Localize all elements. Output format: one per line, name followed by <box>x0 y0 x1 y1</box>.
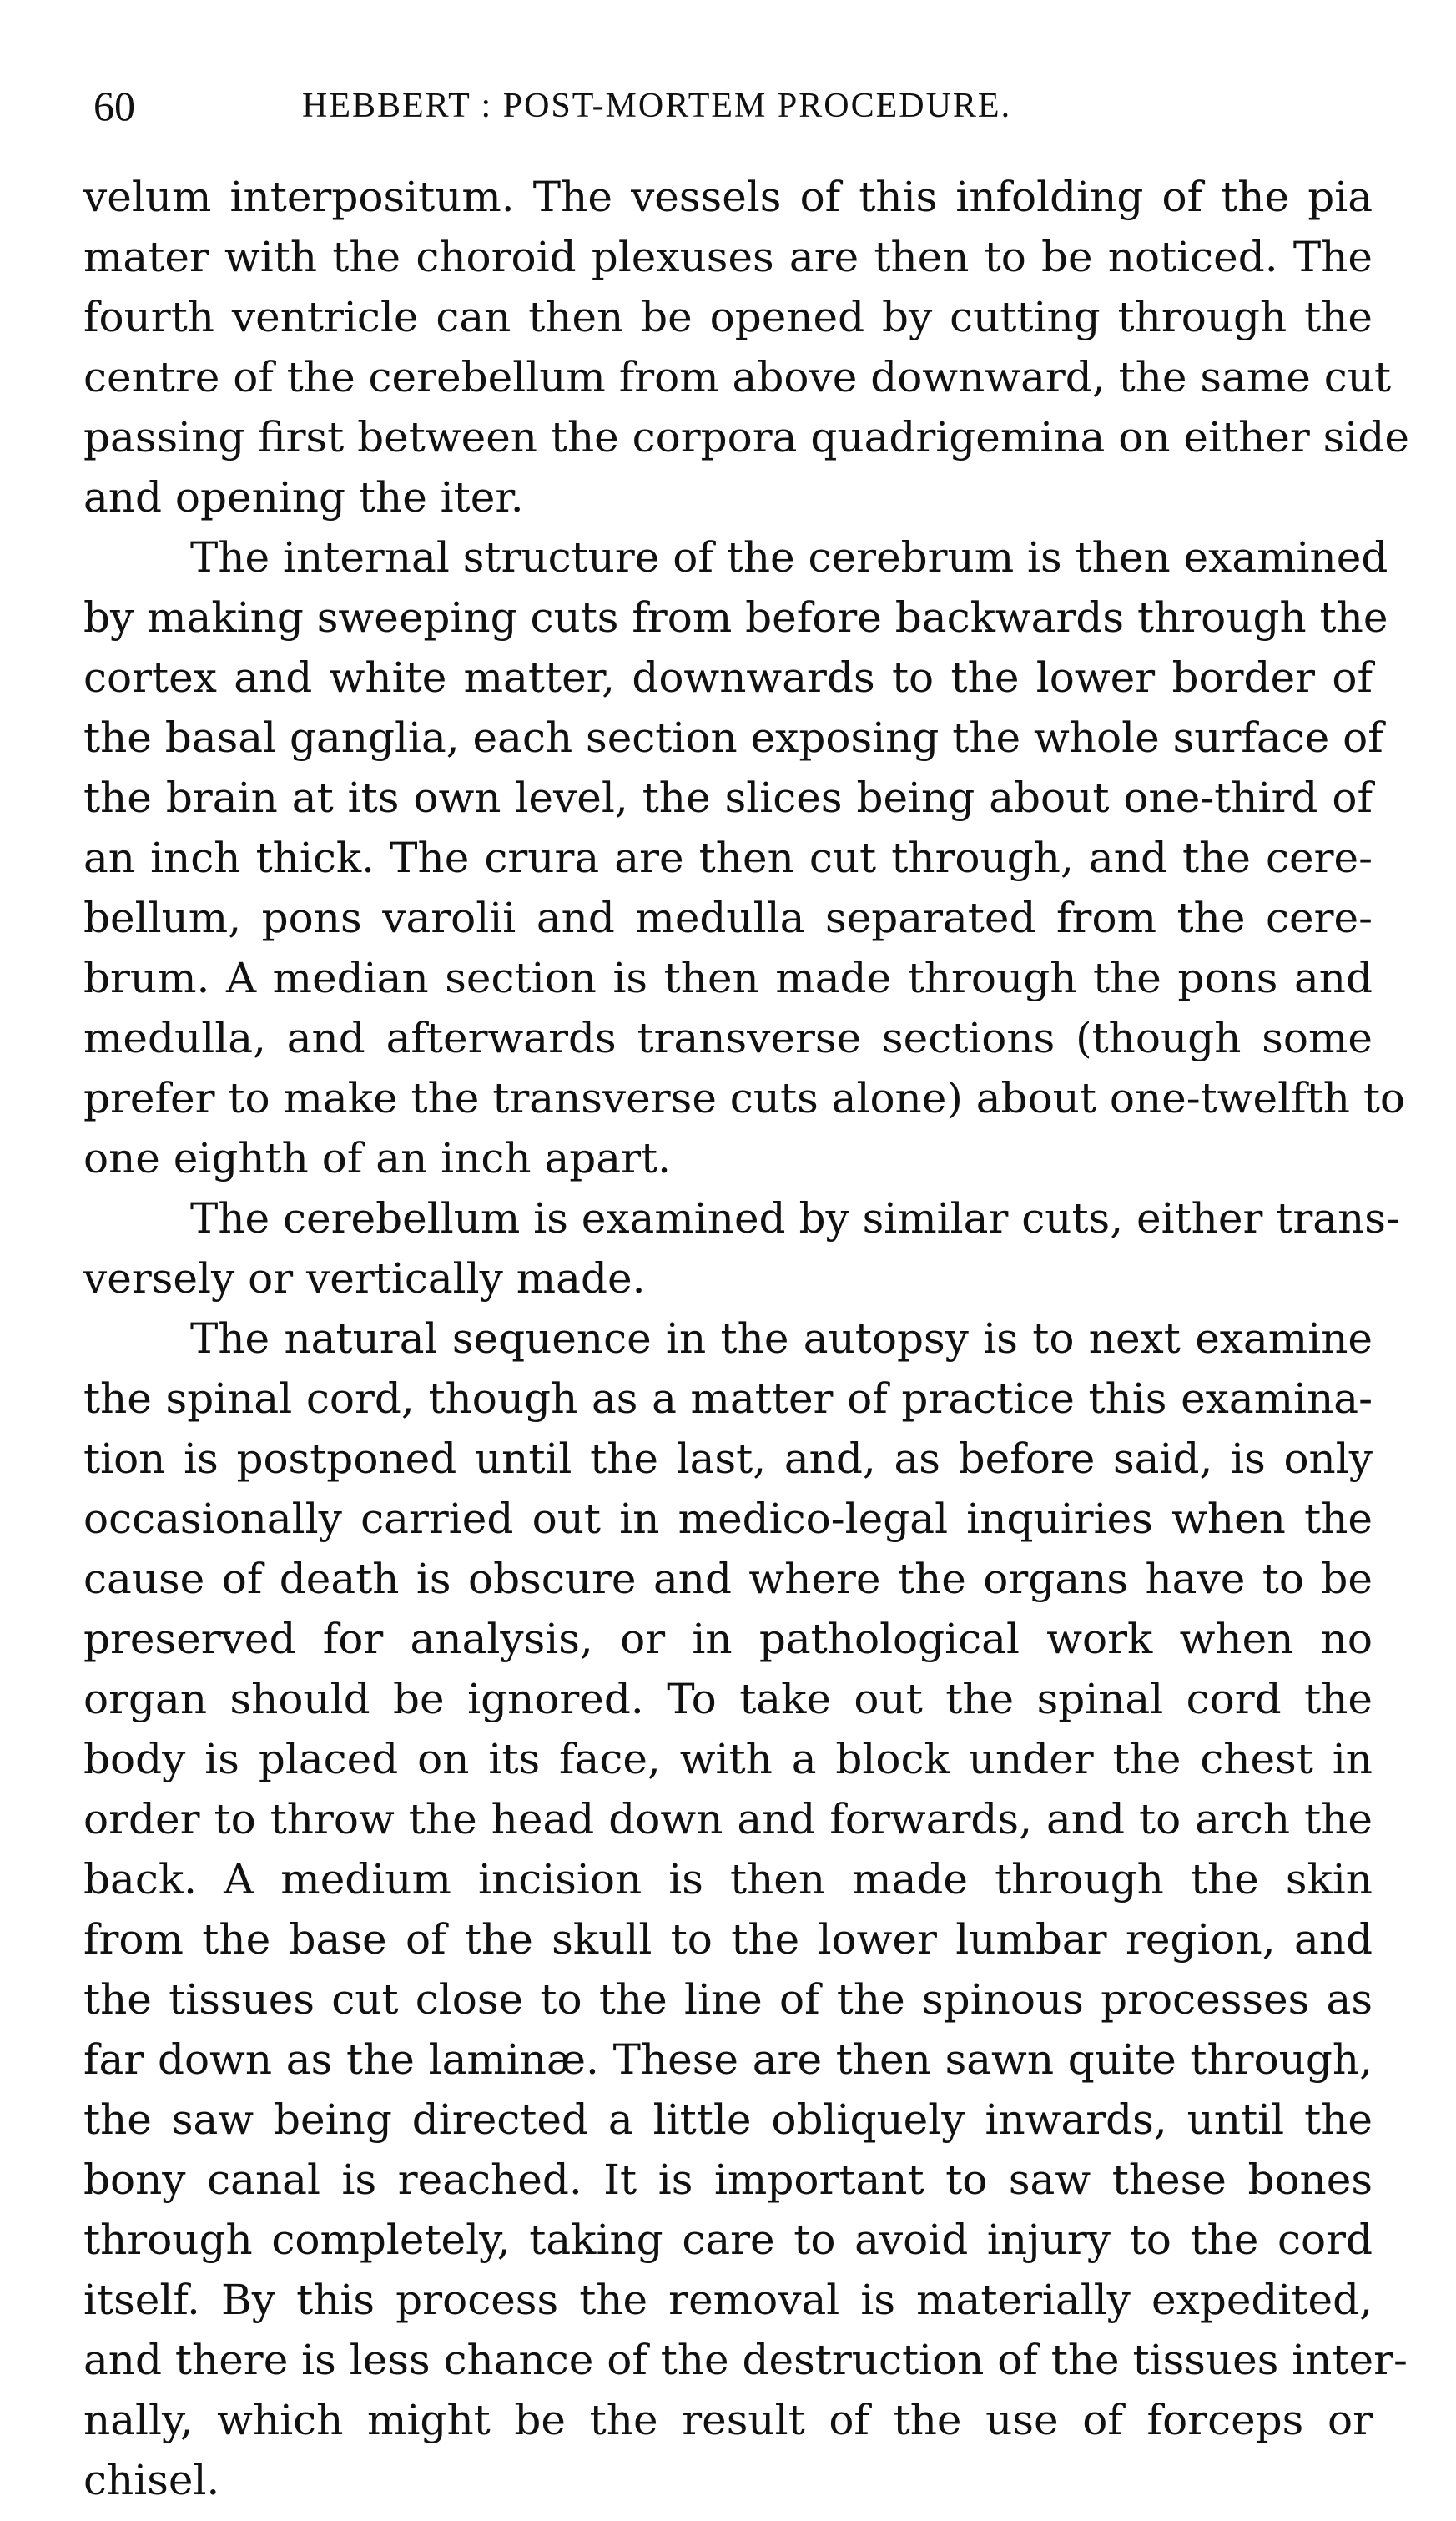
text-line: passing first between the corpora quadrigemina on either side <box>83 413 1409 461</box>
text-line: bony canal is reached. It is important to saw these bones <box>83 2155 1373 2204</box>
text-line: tion is postponed until the last, and, as before said, is only <box>83 1434 1373 1483</box>
text-line: the brain at its own level, the slices being about one-third of <box>83 774 1373 822</box>
text-line: velum interpositum. The vessels of this infolding of the pia <box>83 173 1373 221</box>
text-line: itself. By this process the removal is materially expedited, <box>83 2276 1373 2324</box>
text-line: The natural sequence in the autopsy is to next examine <box>190 1314 1373 1363</box>
page-number: 60 <box>93 83 135 129</box>
text-line: back. A medium incision is then made through the skin <box>83 1855 1373 1903</box>
text-line: and opening the iter. <box>83 473 524 522</box>
text-line: through completely, taking care to avoid injury to the cord <box>83 2216 1373 2264</box>
text-line: the saw being directed a little obliquely inwards, until the <box>83 2095 1373 2144</box>
text-line: medulla, and afterwards transverse sections (though some <box>83 1014 1373 1062</box>
text-line: brum. A median section is then made through the pons and <box>83 954 1373 1002</box>
text-line: and there is less chance of the destruction of the tissues inter- <box>83 2336 1408 2384</box>
text-line: mater with the choroid plexuses are then to be noticed. The <box>83 233 1373 281</box>
text-line: The internal structure of the cerebrum is then examined <box>190 533 1388 582</box>
text-line: from the base of the skull to the lower lumbar region, and <box>83 1915 1373 1964</box>
text-line: the tissues cut close to the line of the spinous processes as <box>83 1975 1373 2024</box>
text-line: chisel. <box>83 2456 220 2504</box>
text-line: body is placed on its face, with a block under the chest in <box>83 1735 1373 1783</box>
text-line: order to throw the head down and forwards, and to arch the <box>83 1795 1373 1843</box>
text-line: fourth ventricle can then be opened by cutting through the <box>83 293 1373 341</box>
text-line: one eighth of an inch apart. <box>83 1134 671 1182</box>
text-line: organ should be ignored. To take out the spinal cord the <box>83 1675 1373 1723</box>
running-head <box>93 77 1395 135</box>
text-line: occasionally carried out in medico-legal inquiries when the <box>83 1495 1373 1543</box>
text-line: bellum, pons varolii and medulla separated from the cere- <box>83 894 1373 942</box>
body-text <box>83 167 1409 2510</box>
text-line: the basal ganglia, each section exposing the whole surface of <box>83 713 1383 762</box>
text-line: the spinal cord, though as a matter of practice this examina- <box>83 1374 1373 1423</box>
text-line: The cerebellum is examined by similar cuts, either trans- <box>190 1194 1400 1243</box>
text-line: cause of death is obscure and where the organs have to be <box>83 1555 1373 1603</box>
text-line: an inch thick. The crura are then cut through, and the cere- <box>83 834 1373 882</box>
text-line: by making sweeping cuts from before backwards through the <box>83 593 1388 642</box>
text-line: far down as the laminæ. These are then sawn quite through, <box>83 2035 1373 2084</box>
text-line: cortex and white matter, downwards to the lower border of <box>83 653 1373 702</box>
text-line: versely or vertically made. <box>83 1254 646 1303</box>
text-line: preserved for analysis, or in pathological work when no <box>83 1615 1373 1663</box>
text-line: prefer to make the transverse cuts alone) about one-twelfth to <box>83 1074 1406 1122</box>
running-title: HEBBERT : POST-MORTEM PROCEDURE. <box>302 87 1012 125</box>
text-line: centre of the cerebellum from above downward, the same cut <box>83 353 1392 401</box>
text-line: nally, which might be the result of the use of forceps or <box>83 2396 1373 2444</box>
